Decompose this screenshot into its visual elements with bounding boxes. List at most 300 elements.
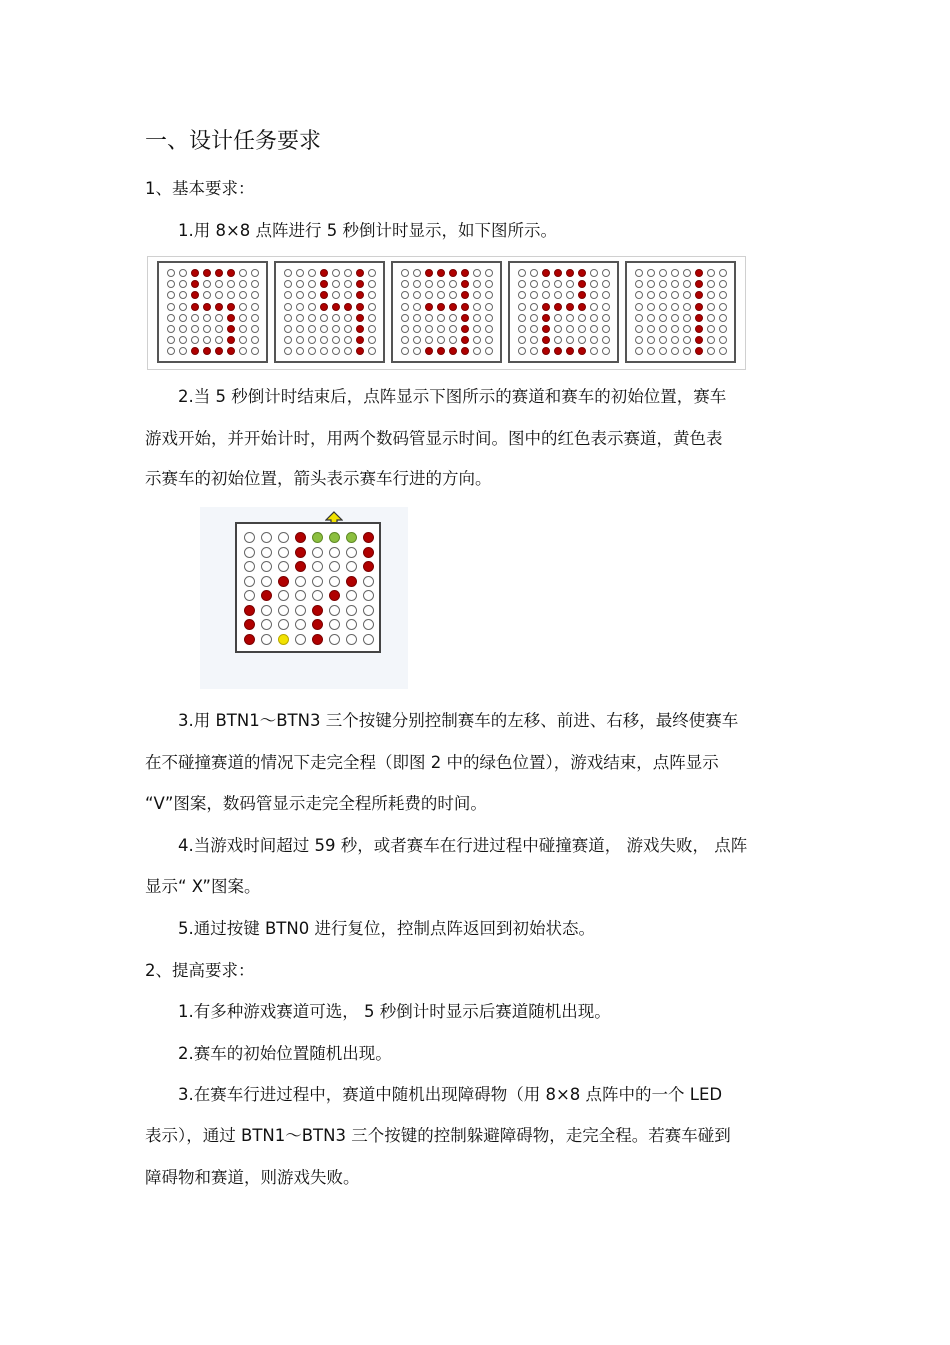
led-off (320, 314, 328, 322)
led-off (485, 303, 493, 311)
led-off (530, 325, 538, 333)
led-off (542, 280, 550, 288)
led-off (295, 605, 306, 616)
led-on (437, 303, 445, 311)
led-on (356, 336, 364, 344)
led-on (449, 303, 457, 311)
led-off (659, 314, 667, 322)
track-led (244, 619, 255, 630)
led-off (518, 269, 526, 277)
led-off (308, 303, 316, 311)
led-off (683, 303, 691, 311)
countdown-matrix (508, 261, 619, 363)
page-heading: 一、设计任务要求 (145, 129, 322, 154)
led-on (566, 347, 574, 355)
led-off (590, 325, 598, 333)
led-off (425, 291, 433, 299)
advanced-item-3-line-1: 3.在赛车行进过程中，赛道中随机出现障碍物（用 8×8 点阵中的一个 LED (178, 1085, 723, 1104)
led-off (329, 547, 340, 558)
led-on (227, 325, 235, 333)
led-off (296, 291, 304, 299)
led-off (554, 280, 562, 288)
led-off (425, 280, 433, 288)
led-off (485, 336, 493, 344)
led-off (179, 291, 187, 299)
led-off (566, 336, 574, 344)
advanced-item-1: 1.有多种游戏赛道可选， 5 秒倒计时显示后赛道随机出现。 (178, 1002, 611, 1021)
led-off (203, 336, 211, 344)
led-off (239, 325, 247, 333)
led-on (566, 303, 574, 311)
led-off (203, 291, 211, 299)
led-off (473, 291, 481, 299)
led-off (707, 291, 715, 299)
led-on (578, 303, 586, 311)
led-off (437, 336, 445, 344)
led-off (179, 336, 187, 344)
led-off (312, 561, 323, 572)
led-off (437, 291, 445, 299)
led-off (296, 303, 304, 311)
led-off (590, 336, 598, 344)
led-off (179, 347, 187, 355)
led-off (284, 269, 292, 277)
countdown-matrix (274, 261, 385, 363)
led-off (485, 347, 493, 355)
led-off (244, 547, 255, 558)
led-off (167, 325, 175, 333)
led-off (635, 280, 643, 288)
track-led (312, 619, 323, 630)
led-on (542, 303, 550, 311)
led-off (278, 590, 289, 601)
led-off (449, 291, 457, 299)
led-on (461, 347, 469, 355)
led-off (329, 634, 340, 645)
led-off (239, 269, 247, 277)
led-on (344, 303, 352, 311)
led-off (602, 325, 610, 333)
led-on (449, 347, 457, 355)
led-off (671, 291, 679, 299)
led-off (401, 336, 409, 344)
led-off (659, 280, 667, 288)
led-off (363, 590, 374, 601)
led-off (284, 336, 292, 344)
led-off (683, 280, 691, 288)
led-on (554, 269, 562, 277)
led-off (284, 347, 292, 355)
track-led (363, 532, 374, 543)
advanced-item-3-line-3: 障碍物和赛道，则游戏失败。 (145, 1168, 360, 1187)
led-off (647, 325, 655, 333)
led-off (413, 269, 421, 277)
led-off (554, 314, 562, 322)
track-led (363, 561, 374, 572)
finish-led (346, 532, 357, 543)
led-off (590, 269, 598, 277)
led-off (261, 561, 272, 572)
led-off (518, 325, 526, 333)
led-off (602, 347, 610, 355)
led-off (215, 280, 223, 288)
led-off (344, 314, 352, 322)
led-off (284, 325, 292, 333)
led-off (278, 561, 289, 572)
led-off (683, 336, 691, 344)
led-off (683, 269, 691, 277)
led-on (542, 336, 550, 344)
led-off (332, 325, 340, 333)
led-off (707, 325, 715, 333)
led-on (203, 303, 211, 311)
led-on (425, 347, 433, 355)
led-off (449, 325, 457, 333)
led-off (261, 532, 272, 543)
led-off (671, 280, 679, 288)
led-off (542, 291, 550, 299)
track-led (244, 605, 255, 616)
led-on (461, 303, 469, 311)
led-off (329, 561, 340, 572)
led-off (332, 347, 340, 355)
led-off (566, 280, 574, 288)
track-led (295, 561, 306, 572)
track-matrix (235, 522, 381, 653)
led-on (425, 303, 433, 311)
led-on (227, 347, 235, 355)
basic-item-2-line-2: 游戏开始，并开始计时，用两个数码管显示时间。图中的红色表示赛道，黄色表 (145, 429, 723, 448)
led-off (566, 314, 574, 322)
led-off (485, 314, 493, 322)
led-on (578, 347, 586, 355)
led-off (659, 325, 667, 333)
led-off (344, 336, 352, 344)
led-off (719, 303, 727, 311)
finish-led (329, 532, 340, 543)
led-off (671, 336, 679, 344)
led-on (356, 269, 364, 277)
led-off (346, 590, 357, 601)
led-off (296, 325, 304, 333)
countdown-matrix (157, 261, 268, 363)
led-off (707, 269, 715, 277)
led-off (647, 291, 655, 299)
led-off (530, 336, 538, 344)
led-off (295, 590, 306, 601)
led-off (308, 347, 316, 355)
led-off (239, 336, 247, 344)
led-off (413, 336, 421, 344)
led-on (356, 303, 364, 311)
led-on (554, 347, 562, 355)
led-on (695, 269, 703, 277)
led-off (590, 291, 598, 299)
led-off (251, 291, 259, 299)
led-off (346, 547, 357, 558)
led-on (578, 280, 586, 288)
led-off (401, 291, 409, 299)
track-led (244, 634, 255, 645)
led-off (191, 314, 199, 322)
led-off (449, 336, 457, 344)
led-off (363, 634, 374, 645)
led-off (332, 269, 340, 277)
led-on (332, 303, 340, 311)
led-off (320, 347, 328, 355)
led-off (295, 576, 306, 587)
led-off (413, 303, 421, 311)
led-off (401, 280, 409, 288)
led-off (344, 280, 352, 288)
led-off (251, 314, 259, 322)
basic-item-3-line-1: 3.用 BTN1～BTN3 三个按键分别控制赛车的左移、前进、右移，最终使赛车 (178, 711, 739, 730)
led-off (308, 336, 316, 344)
led-off (485, 280, 493, 288)
basic-requirements-title: 1、基本要求： (145, 179, 255, 198)
led-off (191, 336, 199, 344)
track-led (295, 547, 306, 558)
led-off (602, 280, 610, 288)
track-led (261, 590, 272, 601)
led-off (518, 336, 526, 344)
led-off (602, 291, 610, 299)
led-on (578, 269, 586, 277)
led-on (215, 269, 223, 277)
led-off (179, 303, 187, 311)
led-on (461, 269, 469, 277)
led-off (239, 303, 247, 311)
led-off (647, 336, 655, 344)
led-on (356, 314, 364, 322)
led-off (485, 291, 493, 299)
led-on (461, 291, 469, 299)
led-off (261, 576, 272, 587)
led-on (191, 291, 199, 299)
countdown-matrix (625, 261, 736, 363)
led-off (368, 347, 376, 355)
led-off (368, 291, 376, 299)
led-off (284, 314, 292, 322)
led-off (312, 576, 323, 587)
led-off (437, 280, 445, 288)
led-off (203, 280, 211, 288)
basic-item-4-line-1: 4.当游戏时间超过 59 秒，或者赛车在行进过程中碰撞赛道， 游戏失败， 点阵 (178, 836, 748, 855)
led-off (671, 314, 679, 322)
track-led (312, 605, 323, 616)
led-off (296, 314, 304, 322)
led-on (695, 325, 703, 333)
led-off (251, 325, 259, 333)
led-off (320, 325, 328, 333)
led-on (461, 325, 469, 333)
basic-item-2-line-1: 2.当 5 秒倒计时结束后，点阵显示下图所示的赛道和赛车的初始位置，赛车 (178, 387, 727, 406)
basic-item-2-line-3: 示赛车的初始位置，箭头表示赛车行进的方向。 (145, 469, 492, 488)
led-off (719, 269, 727, 277)
led-off (261, 605, 272, 616)
led-off (346, 605, 357, 616)
led-off (635, 325, 643, 333)
led-off (251, 347, 259, 355)
led-off (308, 269, 316, 277)
led-off (215, 314, 223, 322)
led-off (578, 336, 586, 344)
led-off (179, 325, 187, 333)
track-led (278, 576, 289, 587)
led-off (167, 347, 175, 355)
track-led (312, 634, 323, 645)
led-off (602, 269, 610, 277)
led-off (659, 269, 667, 277)
led-on (356, 347, 364, 355)
led-off (329, 619, 340, 630)
led-off (368, 303, 376, 311)
led-off (719, 280, 727, 288)
led-off (647, 314, 655, 322)
led-off (413, 280, 421, 288)
led-off (518, 303, 526, 311)
led-off (296, 280, 304, 288)
led-off (227, 280, 235, 288)
led-on (542, 347, 550, 355)
led-off (530, 314, 538, 322)
basic-item-5: 5.通过按键 BTN0 进行复位，控制点阵返回到初始状态。 (178, 919, 595, 938)
led-off (437, 325, 445, 333)
advanced-requirements-title: 2、提高要求： (145, 961, 255, 980)
led-on (215, 303, 223, 311)
led-off (227, 291, 235, 299)
led-on (578, 291, 586, 299)
led-off (332, 314, 340, 322)
led-off (473, 280, 481, 288)
led-off (473, 336, 481, 344)
led-off (251, 269, 259, 277)
led-off (473, 325, 481, 333)
led-off (485, 325, 493, 333)
led-on (461, 280, 469, 288)
led-off (518, 280, 526, 288)
led-off (284, 291, 292, 299)
led-off (635, 347, 643, 355)
led-off (239, 280, 247, 288)
led-on (425, 269, 433, 277)
led-off (251, 303, 259, 311)
led-off (647, 347, 655, 355)
led-off (413, 347, 421, 355)
led-off (215, 336, 223, 344)
led-off (566, 325, 574, 333)
led-off (295, 619, 306, 630)
led-off (530, 347, 538, 355)
led-off (719, 314, 727, 322)
led-off (719, 347, 727, 355)
led-off (473, 314, 481, 322)
track-led (363, 547, 374, 558)
led-off (344, 347, 352, 355)
led-off (437, 314, 445, 322)
track-figure (200, 507, 408, 689)
led-off (647, 269, 655, 277)
led-off (719, 325, 727, 333)
led-off (167, 269, 175, 277)
led-off (239, 291, 247, 299)
track-led (346, 576, 357, 587)
led-off (635, 303, 643, 311)
led-off (449, 314, 457, 322)
led-off (659, 336, 667, 344)
led-off (261, 619, 272, 630)
led-off (363, 576, 374, 587)
led-off (401, 269, 409, 277)
led-off (590, 280, 598, 288)
led-on (320, 291, 328, 299)
led-off (215, 291, 223, 299)
led-on (191, 269, 199, 277)
led-off (707, 336, 715, 344)
led-on (227, 336, 235, 344)
led-off (278, 605, 289, 616)
led-off (578, 325, 586, 333)
led-off (554, 336, 562, 344)
led-off (449, 280, 457, 288)
led-off (308, 314, 316, 322)
led-off (179, 314, 187, 322)
led-on (449, 269, 457, 277)
led-off (473, 303, 481, 311)
led-on (437, 347, 445, 355)
basic-item-1: 1.用 8×8 点阵进行 5 秒倒计时显示，如下图所示。 (178, 221, 558, 240)
led-on (356, 325, 364, 333)
led-off (707, 280, 715, 288)
countdown-matrix (391, 261, 502, 363)
led-off (719, 336, 727, 344)
led-off (346, 561, 357, 572)
led-off (659, 291, 667, 299)
finish-led (312, 532, 323, 543)
led-off (278, 619, 289, 630)
led-off (401, 303, 409, 311)
led-off (329, 576, 340, 587)
led-off (530, 291, 538, 299)
track-led (295, 532, 306, 543)
led-off (413, 325, 421, 333)
led-off (647, 303, 655, 311)
led-off (530, 303, 538, 311)
led-off (179, 280, 187, 288)
led-off (566, 291, 574, 299)
led-off (368, 325, 376, 333)
led-off (401, 314, 409, 322)
led-on (356, 280, 364, 288)
led-off (344, 325, 352, 333)
led-on (566, 269, 574, 277)
led-off (251, 280, 259, 288)
led-off (368, 314, 376, 322)
led-off (363, 619, 374, 630)
led-off (179, 269, 187, 277)
car-led (278, 634, 289, 645)
led-off (244, 561, 255, 572)
led-off (363, 605, 374, 616)
led-on (191, 303, 199, 311)
led-off (244, 576, 255, 587)
led-on (320, 280, 328, 288)
led-on (203, 347, 211, 355)
led-off (312, 590, 323, 601)
led-off (203, 325, 211, 333)
led-off (683, 325, 691, 333)
led-off (554, 291, 562, 299)
